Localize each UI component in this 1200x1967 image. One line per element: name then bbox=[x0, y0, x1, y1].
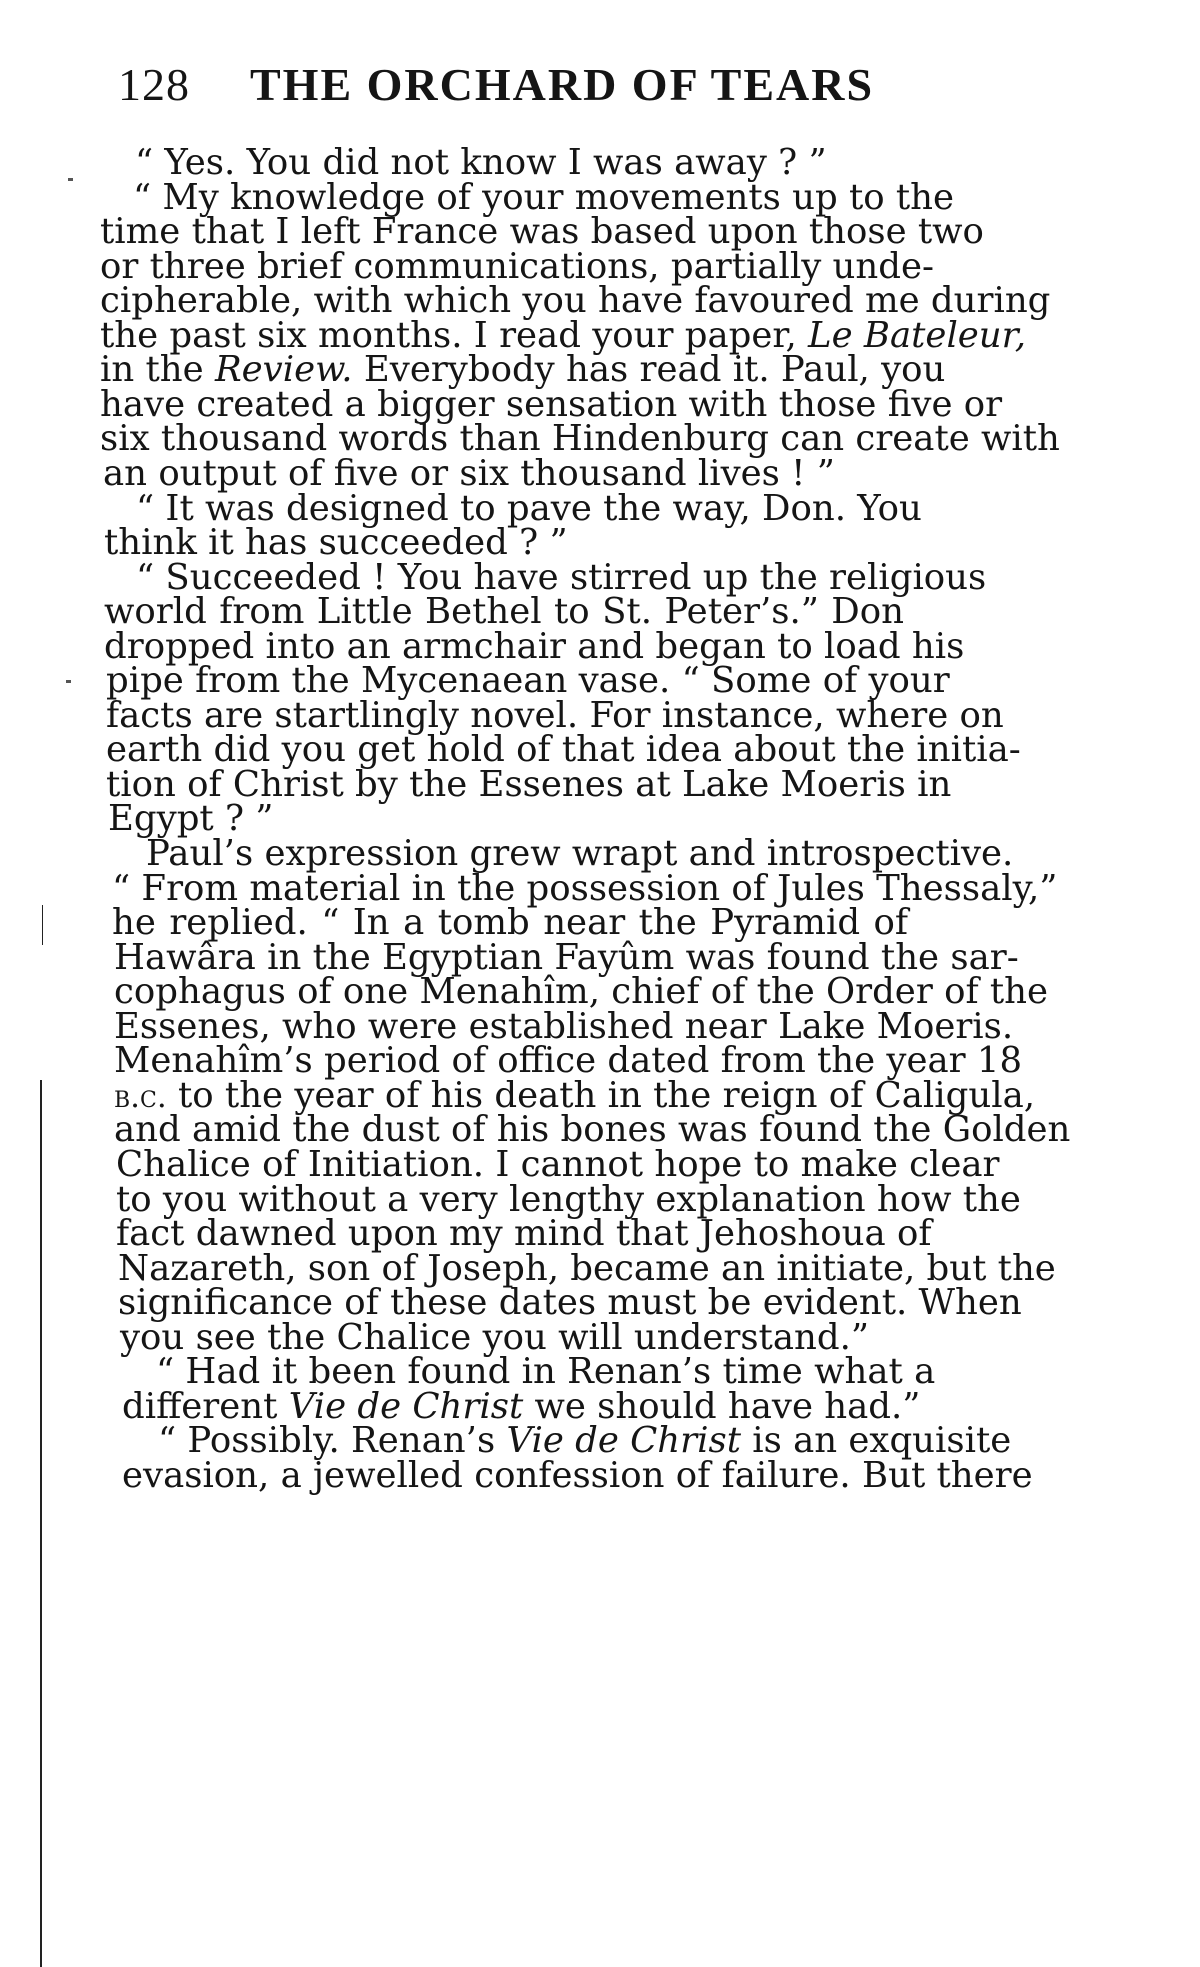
text-run: “ Had it been found in Renan’s time what a bbox=[156, 1351, 936, 1393]
text-run: the past six months. I read your paper, bbox=[100, 314, 809, 356]
text-run: significance of these dates must be evident. When bbox=[118, 1282, 1022, 1324]
stray-mark bbox=[68, 178, 73, 181]
text-run: Hawâra in the Egyptian Fayûm was found the sar- bbox=[114, 936, 1019, 978]
text-run: evasion, a jewelled confession of failure. But there bbox=[122, 1454, 1033, 1496]
text-run: and amid the dust of his bones was found the Golden bbox=[114, 1109, 1071, 1151]
running-head bbox=[118, 58, 998, 118]
page-number: 128 bbox=[118, 59, 190, 110]
text-run: earth did you get hold of that idea about the initia- bbox=[106, 729, 1021, 771]
text-run: Everybody has read it. Paul, you bbox=[352, 349, 946, 391]
margin-rule bbox=[40, 1080, 42, 1967]
text-run: have created a bigger sensation with those five or bbox=[100, 383, 1003, 425]
text-run: “ Possibly. Renan’s bbox=[158, 1420, 507, 1462]
text-run: think it has succeeded ? ” bbox=[104, 522, 568, 564]
text-run: “ It was designed to pave the way, Don. You bbox=[136, 487, 922, 529]
text-run: Paul’s expression grew wrapt and introspective. bbox=[146, 833, 1014, 874]
text-run: “ Succeeded ! You have stirred up the religious bbox=[136, 556, 987, 598]
text-line bbox=[122, 1454, 1033, 1497]
text-run: time that I left France was based upon those two bbox=[100, 211, 984, 253]
text-run: Chalice of Initiation. I cannot hope to make clear bbox=[116, 1143, 1000, 1185]
running-title: THE ORCHARD OF TEARS bbox=[250, 59, 875, 110]
text-run: Nazareth, son of Joseph, became an initiate, but the bbox=[118, 1247, 1056, 1289]
text-run: Menahîm’s period of office dated from the year 18 bbox=[114, 1040, 1023, 1082]
text-run: dropped into an armchair and began to load his bbox=[104, 625, 965, 667]
stray-mark bbox=[66, 680, 71, 683]
text-run: to the year of his death in the reign of Caligula, bbox=[166, 1074, 1036, 1116]
italic-text: Review. bbox=[214, 349, 353, 391]
text-run: in the bbox=[100, 349, 215, 391]
text-run: cipherable, with which you have favoured me during bbox=[100, 280, 1051, 322]
text-run: Egypt ? ” bbox=[108, 798, 274, 840]
text-run: an output of five or six thousand lives ! ” bbox=[103, 452, 835, 494]
text-run: he replied. “ In a tomb near the Pyramid of bbox=[112, 902, 908, 944]
text-run: fact dawned upon my mind that Jehoshoua of bbox=[116, 1213, 932, 1255]
text-run: “ My knowledge of your movements up to the bbox=[133, 176, 955, 218]
margin-rule-fragment bbox=[42, 905, 43, 945]
text-run: Essenes, who were established near Lake Moeris. bbox=[114, 1005, 1014, 1047]
text-run: is an exquisite bbox=[740, 1420, 1012, 1462]
text-run: world from Little Bethel to St. Peter’s.” Don bbox=[104, 591, 904, 633]
text-run: cophagus of one Menahîm, chief of the Order of the bbox=[114, 971, 1049, 1013]
text-run: “ Yes. You did not know I was away ? ” bbox=[135, 142, 827, 183]
text-run: we should have had.” bbox=[523, 1385, 921, 1427]
italic-text: Vie de Christ bbox=[288, 1385, 524, 1427]
text-run: tion of Christ by the Essenes at Lake Moeris in bbox=[106, 763, 952, 805]
text-run: “ From material in the possession of Jules Thessaly,” bbox=[112, 867, 1058, 909]
text-run: facts are startlingly novel. For instance, where on bbox=[106, 694, 1004, 736]
small-caps-text: b.c. bbox=[114, 1078, 167, 1115]
italic-text: Vie de Christ bbox=[506, 1420, 741, 1462]
text-run: or three brief communications, partially unde- bbox=[100, 245, 935, 287]
italic-text: Le Bateleur, bbox=[808, 314, 1027, 356]
text-run: pipe from the Mycenaean vase. “ Some of your bbox=[106, 660, 950, 702]
text-run: you see the Chalice you will understand.” bbox=[120, 1316, 870, 1358]
text-run: six thousand words than Hindenburg can create with bbox=[100, 418, 1060, 460]
text-run: to you without a very lengthy explanation how the bbox=[116, 1178, 1021, 1220]
text-run: different bbox=[122, 1385, 289, 1427]
